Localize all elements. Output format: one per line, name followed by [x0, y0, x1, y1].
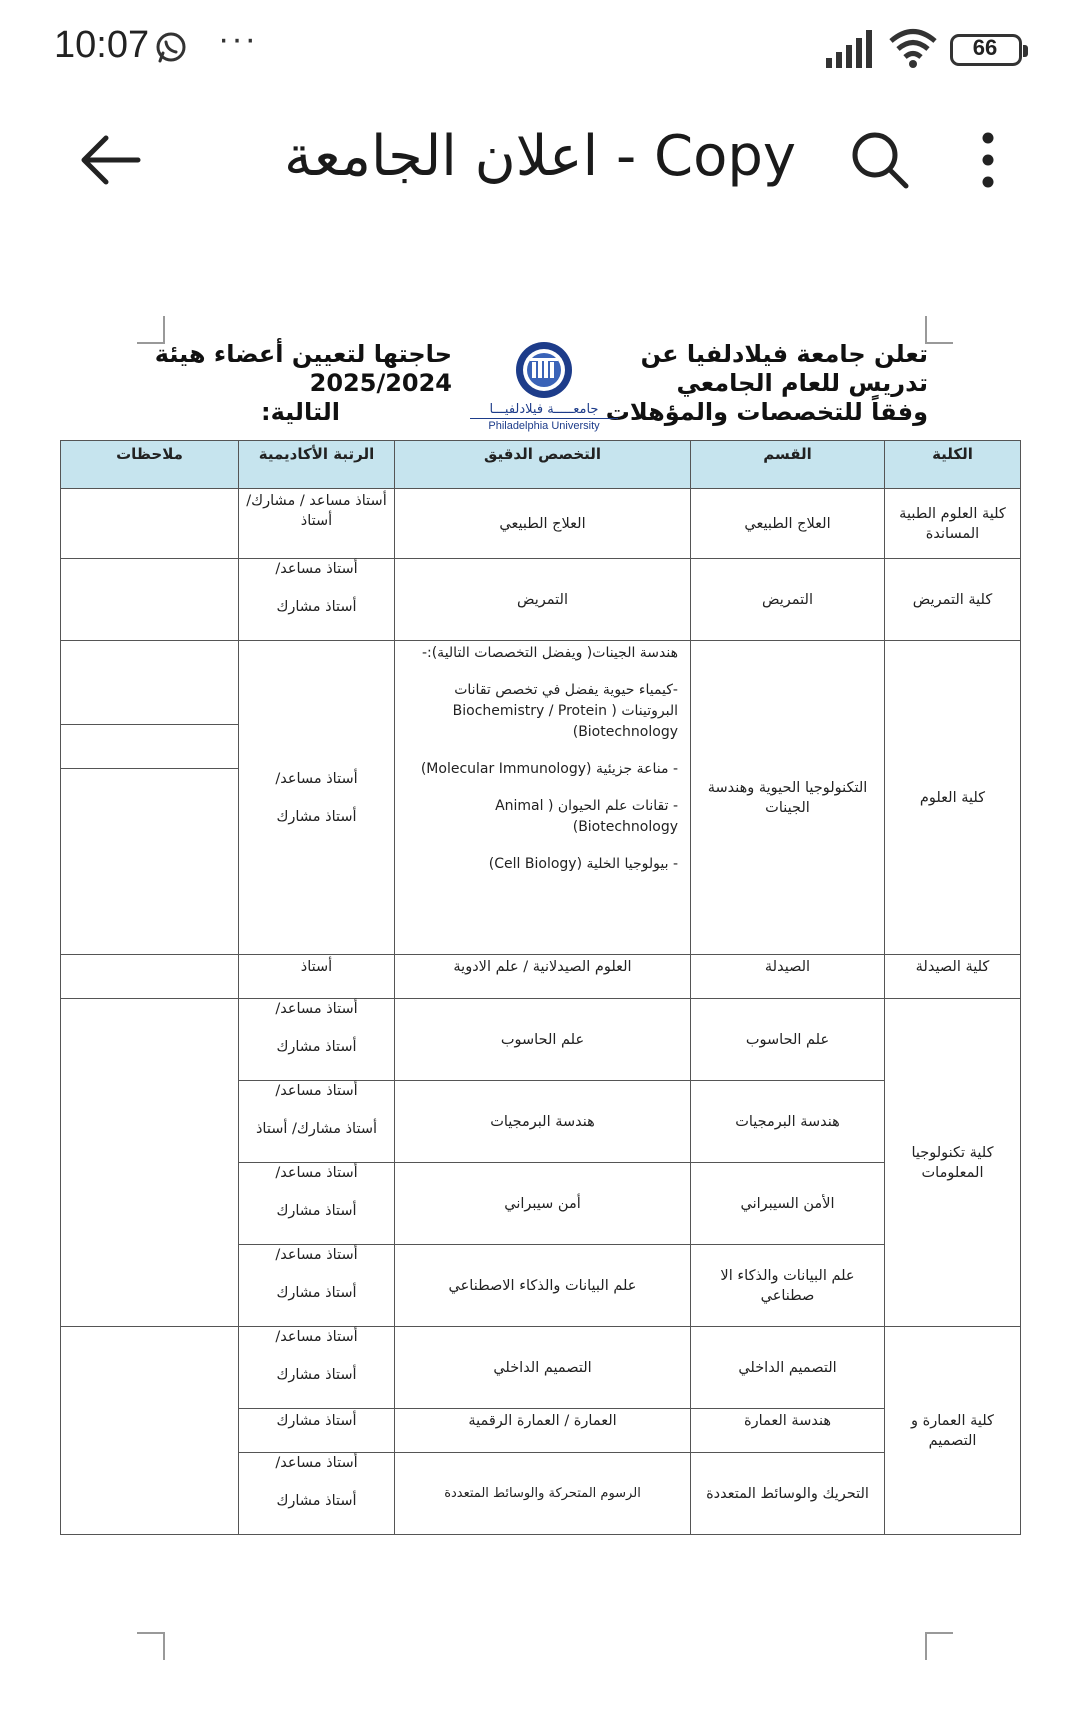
- header-line: وفقاً للتخصصات والمؤهلات: [605, 398, 928, 426]
- rank-cell: [239, 1453, 395, 1535]
- specialization-cell: علم البيانات والذكاء الاصطناعي: [395, 1245, 691, 1327]
- specialization-cell: أمن سيبراني: [395, 1163, 691, 1245]
- notes-cell: [61, 489, 239, 559]
- college-cell: كلية تكنولوجيا المعلومات: [885, 999, 1021, 1327]
- announcement-header-right: [605, 340, 928, 427]
- notes-cell: [61, 955, 239, 999]
- rank-line: أستاذ مساعد/: [275, 1247, 358, 1263]
- notes-cell: [61, 1327, 239, 1535]
- department-cell: العلاج الطبيعي: [691, 489, 885, 559]
- rank-cell: أستاذ: [239, 955, 395, 999]
- document-page[interactable]: [0, 300, 1080, 1700]
- rank-line: أستاذ مشارك: [276, 1203, 357, 1219]
- rank-line: أستاذ مساعد/: [275, 1329, 358, 1345]
- rank-line: أستاذ مشارك: [276, 1367, 357, 1383]
- department-cell: التحريك والوسائط المتعددة: [691, 1453, 885, 1535]
- notes-subcell: [61, 725, 238, 769]
- logo-arabic-text: جامعـــــة فيلادلفيـــا: [489, 402, 599, 417]
- logo-english-text: Philadelphia University: [470, 418, 618, 432]
- specialization-item: هندسة الجينات( ويفضل التخصصات التالية):-: [421, 645, 678, 661]
- whatsapp-icon: [154, 30, 188, 64]
- rank-cell: [239, 999, 395, 1081]
- rank-cell: [239, 1081, 395, 1163]
- header-line: تعلن جامعة فيلادلفيا عن: [640, 340, 928, 368]
- specialization-cell: الرسوم المتحركة والوسائط المتعددة: [395, 1453, 691, 1535]
- battery-nub: [1023, 45, 1028, 57]
- specialization-cell: التمريض: [395, 559, 691, 641]
- specialization-cell: العمارة / العمارة الرقمية: [395, 1409, 691, 1453]
- rank-cell: أستاذ مشارك: [239, 1409, 395, 1453]
- status-bar: [0, 0, 1080, 100]
- college-cell: كلية التمريض: [885, 559, 1021, 641]
- crop-mark-bottom-right: [925, 1632, 953, 1660]
- header-line: تدريس للعام الجامعي: [676, 369, 928, 397]
- header-line: التالية:: [260, 398, 340, 426]
- specialization-cell: علم الحاسوب: [395, 999, 691, 1081]
- specialization-item: - تقانات علم الحيوان ( Animal Biotechnology): [495, 798, 678, 835]
- battery-icon: [950, 34, 1022, 66]
- specialization-cell: العلاج الطبيعي: [395, 489, 691, 559]
- notes-subcell: [61, 641, 238, 725]
- table-row: [61, 559, 1021, 641]
- specialization-item: -كيمياء حيوية يفضل في تخصص تقانات البروتينات ( Biochemistry / Protein Biotechnology): [452, 682, 678, 740]
- department-cell: علم الحاسوب: [691, 999, 885, 1081]
- specialization-cell: العلوم الصيدلانية / علم الادوية: [395, 955, 691, 999]
- rank-line: أستاذ مشارك: [276, 599, 357, 615]
- table-row: [61, 1327, 1021, 1409]
- vacancies-table: [60, 440, 1021, 1535]
- college-cell: كلية العلوم: [885, 641, 1021, 955]
- department-cell: الأمن السيبراني: [691, 1163, 885, 1245]
- rank-cell: [239, 1163, 395, 1245]
- specialization-item: - مناعة جزيئية (Molecular Immunology): [420, 761, 678, 777]
- rank-line: أستاذ مساعد/: [275, 1165, 358, 1181]
- document-title: اعلان الجامعة - Copy: [283, 124, 797, 189]
- rank-line: أستاذ مساعد/: [275, 770, 358, 787]
- notes-cell: [61, 559, 239, 641]
- specialization-cell: التصميم الداخلي: [395, 1327, 691, 1409]
- notes-subcell: [61, 769, 238, 813]
- specialization-list: [399, 643, 686, 875]
- rank-line: أستاذ مشارك/ أستاذ: [255, 1121, 378, 1137]
- table-row: [61, 955, 1021, 999]
- rank-cell: [239, 1327, 395, 1409]
- rank-line: أستاذ مشارك: [276, 1493, 357, 1509]
- table-header-row: [61, 441, 1021, 489]
- specialization-cell: هندسة البرمجيات: [395, 1081, 691, 1163]
- department-cell: علم البيانات والذكاء الا صطناعي: [691, 1245, 885, 1327]
- header-rank: الرتبة الأكاديمية: [239, 441, 395, 489]
- rank-line: أستاذ مساعد/: [275, 561, 358, 577]
- rank-line: أستاذ مساعد/: [275, 1001, 358, 1017]
- department-cell: الصيدلة: [691, 955, 885, 999]
- table-row: [61, 489, 1021, 559]
- rank-cell: [239, 1245, 395, 1327]
- status-time: 10:07: [54, 24, 150, 66]
- back-arrow-icon[interactable]: [78, 132, 142, 188]
- header-college: الكلية: [885, 441, 1021, 489]
- header-specialization: التخصص الدقيق: [395, 441, 691, 489]
- rank-line: أستاذ مشارك: [276, 808, 357, 825]
- app-bar: [0, 100, 1080, 220]
- more-vert-icon[interactable]: [968, 130, 1008, 190]
- rank-cell: أستاذ مساعد / مشارك/ أستاذ: [239, 489, 395, 559]
- logo-emblem-icon: [466, 340, 622, 402]
- battery-level: 66: [972, 35, 998, 60]
- table-row: [61, 641, 1021, 955]
- announcement-header-left: [154, 340, 452, 427]
- college-cell: كلية العلوم الطبية المساندة: [885, 489, 1021, 559]
- rank-line: أستاذ مشارك: [276, 1285, 357, 1301]
- academic-year: 2025/2024: [309, 369, 452, 397]
- header-notes: ملاحظات: [61, 441, 239, 489]
- wifi-icon: [888, 28, 938, 68]
- university-logo: [466, 340, 622, 434]
- crop-mark-top-right: [925, 316, 953, 344]
- header-department: القسم: [691, 441, 885, 489]
- crop-mark-bottom-left: [137, 1632, 165, 1660]
- rank-line: أستاذ مشارك: [276, 1039, 357, 1055]
- notes-cell: [61, 999, 239, 1327]
- specialization-cell: [395, 641, 691, 955]
- department-cell: التصميم الداخلي: [691, 1327, 885, 1409]
- rank-cell: [239, 641, 395, 955]
- rank-line: أستاذ مساعد/: [275, 1083, 358, 1099]
- signal-icon: [826, 30, 878, 68]
- notes-cell: [61, 641, 239, 955]
- department-cell: التمريض: [691, 559, 885, 641]
- notification-more-dots: ···: [218, 20, 258, 58]
- table-row: [61, 999, 1021, 1081]
- department-cell: هندسة العمارة: [691, 1409, 885, 1453]
- rank-cell: [239, 559, 395, 641]
- search-icon[interactable]: [848, 128, 912, 192]
- department-cell: التكنولوجيا الحيوية وهندسة الجينات: [691, 641, 885, 955]
- college-cell: كلية العمارة و التصميم: [885, 1327, 1021, 1535]
- specialization-item: - بيولوجيا الخلية (Cell Biology): [488, 856, 678, 872]
- department-cell: هندسة البرمجيات: [691, 1081, 885, 1163]
- header-line: حاجتها لتعيين أعضاء هيئة: [154, 340, 452, 368]
- college-cell: كلية الصيدلة: [885, 955, 1021, 999]
- rank-line: أستاذ مساعد/: [275, 1455, 358, 1471]
